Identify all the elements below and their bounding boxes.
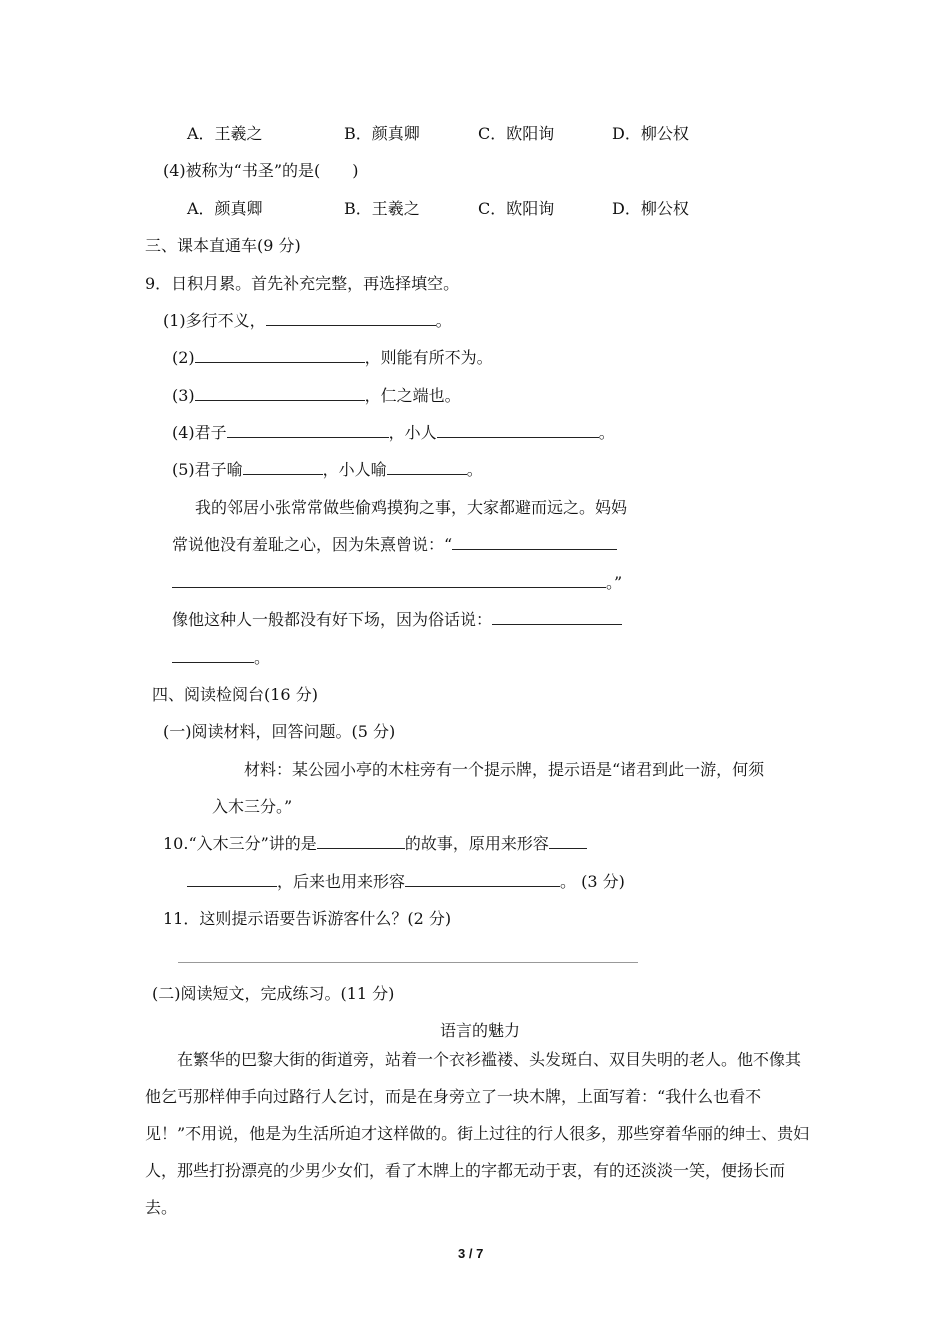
- q4-options-row: [187, 199, 689, 219]
- q9-item4-blank-1[interactable]: [227, 423, 389, 438]
- q10-line1-b: 的故事，原用来形容: [404, 834, 549, 853]
- q3-option-c: C．欧阳询: [478, 124, 555, 143]
- q9-passage-line2-text: 常说他没有羞耻之心，因为朱熹曾说：“: [172, 535, 453, 554]
- q10-line1-a: 10.“入木三分”讲的是: [163, 834, 317, 853]
- q9-passage-line4-text: 像他这种人一般都没有好下场，因为俗话说：: [172, 610, 493, 629]
- q9-item3-blank[interactable]: [195, 386, 365, 401]
- q10-blank-2[interactable]: [549, 834, 587, 849]
- q9-item3-suffix: ，仁之端也。: [364, 386, 461, 405]
- q9-stem: 9．日积月累。首先补充完整，再选择填空。: [145, 274, 460, 293]
- q10-line1: [163, 834, 587, 854]
- q9-item2-prefix: (2): [172, 348, 195, 367]
- q9-item1-prefix: (1)多行不义，: [163, 311, 266, 330]
- q9-passage-line2: [172, 535, 617, 555]
- material-line2: 入木三分。”: [212, 797, 293, 816]
- q10-line2-b: 。 (3 分): [560, 872, 625, 891]
- q4-option-a: A．颜真卿: [187, 199, 263, 218]
- q3-options-row: [187, 124, 689, 144]
- q9-passage-blank-2[interactable]: [172, 573, 606, 588]
- q10-line2: [187, 872, 625, 892]
- q9-item-3: [172, 386, 461, 406]
- q9-passage-blank-1[interactable]: [452, 535, 617, 550]
- article-paragraph-text: 在繁华的巴黎大街的街道旁，站着一个衣衫褴褛、头发斑白、双目失明的老人。他不像其他乞丐那样伸手向过路行人乞讨，而是在身旁立了一块木牌，上面写着：“我什么也看不见！”不用说，他是为生活所迫才这样做的。街上过往的行人很多，那些穿着华丽的绅士、贵妇人，那些打扮漂亮的少男少女们，看了木牌上的字都无动于衷，有的还淡淡一笑，便扬长而去。: [145, 1050, 810, 1217]
- q3-option-a: A．王羲之: [187, 124, 263, 143]
- q9-passage-line4: [172, 610, 622, 630]
- q9-item4-mid: ，小人: [388, 423, 437, 442]
- q9-item5-mid: ，小人喻: [322, 460, 387, 479]
- q9-item5-prefix: (5)君子喻: [172, 460, 243, 479]
- q9-passage-line1: 我的邻居小张常常做些偷鸡摸狗之事，大家都避而远之。妈妈: [195, 498, 628, 517]
- q4-option-b: B．王羲之: [344, 199, 420, 218]
- q9-item3-prefix: (3): [172, 386, 195, 405]
- q10-blank-4[interactable]: [405, 872, 560, 887]
- q4-stem: (4)被称为“书圣”的是( ): [163, 161, 359, 180]
- q9-passage-line5: [172, 648, 270, 668]
- material-line1: 材料：某公园小亭的木柱旁有一个提示牌，提示语是“诸君到此一游，何须: [244, 760, 765, 779]
- q9-item-4: [172, 423, 615, 443]
- q9-item4-end: 。: [598, 423, 615, 442]
- q9-passage-blank-4[interactable]: [172, 648, 254, 663]
- q9-item1-end: 。: [435, 311, 452, 330]
- q4-option-d: D．柳公权: [612, 199, 689, 218]
- q9-item-5: [172, 460, 483, 480]
- q9-item4-blank-2[interactable]: [437, 423, 599, 438]
- q10-line2-a: ，后来也用来形容: [277, 872, 406, 891]
- q3-option-d: D．柳公权: [612, 124, 689, 143]
- q11-answer-line[interactable]: [178, 962, 638, 963]
- q4-option-c: C．欧阳询: [478, 199, 555, 218]
- q3-option-b: B．颜真卿: [344, 124, 420, 143]
- q9-item-1: [163, 311, 452, 331]
- section4-part1-heading: (一)阅读材料，回答问题。(5 分): [163, 722, 396, 741]
- q9-item5-end: 。: [466, 460, 483, 479]
- q11-stem: 11．这则提示语要告诉游客什么？(2 分): [163, 909, 452, 928]
- section4-heading: 四、阅读检阅台(16 分): [152, 685, 318, 704]
- section3-heading: 三、课本直通车(9 分): [145, 236, 301, 255]
- q9-item2-suffix: ，则能有所不为。: [364, 348, 493, 367]
- q9-item5-blank-1[interactable]: [243, 460, 323, 475]
- q10-blank-3[interactable]: [187, 872, 277, 887]
- q9-item2-blank[interactable]: [195, 348, 365, 363]
- q9-passage-line5-end: 。: [254, 648, 271, 667]
- q9-item-2: [172, 348, 493, 368]
- q9-item1-blank[interactable]: [266, 311, 436, 326]
- article-title: 语言的魅力: [440, 1021, 521, 1040]
- page-number: 3 / 7: [458, 1246, 484, 1261]
- section4-part2-heading: (二)阅读短文，完成练习。(11 分): [152, 984, 395, 1003]
- q9-passage-blank-3[interactable]: [492, 610, 622, 625]
- q9-item4-prefix: (4)君子: [172, 423, 227, 442]
- q9-passage-line3-end: 。”: [606, 573, 623, 592]
- q10-blank-1[interactable]: [317, 834, 405, 849]
- article-paragraph: [145, 1041, 810, 1226]
- q9-item5-blank-2[interactable]: [387, 460, 467, 475]
- q9-passage-line3: [172, 573, 622, 593]
